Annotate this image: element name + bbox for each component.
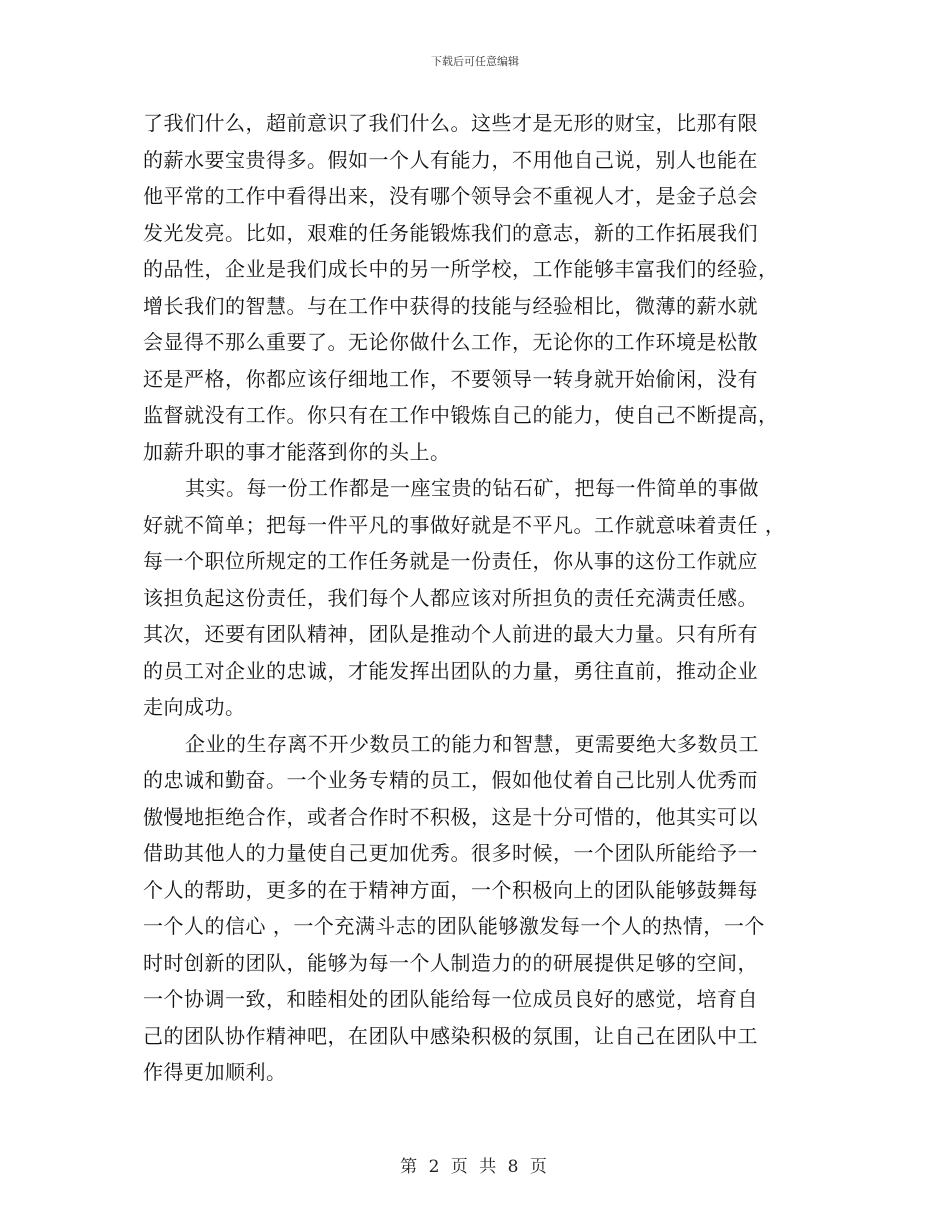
text-line: 了我们什么，超前意识了我们什么。这些才是无形的财宝，比那有限	[143, 111, 758, 135]
text-line: 时时创新的团队，能够为每一个人制造力的的研展提供足够的空间，	[143, 950, 758, 975]
text-line: 该担负起这份责任，我们每个人都应该对所担负的责任充满责任感。	[143, 585, 758, 610]
text-line: 的品性，企业是我们成长中的另一所学校，工作能够丰富我们的经验，	[143, 257, 779, 281]
text-line: 作得更加顺利。	[143, 1060, 287, 1084]
text-line: 傲慢地拒绝合作，或者合作时不积极，这是十分可惜的，他其实可以	[143, 804, 758, 829]
text-line: 发光发亮。比如，艰难的任务能锻炼我们的意志，新的工作拓展我们	[143, 220, 758, 245]
text-line: 增长我们的智慧。与在工作中获得的技能与经验相比，微薄的薪水就	[143, 293, 758, 318]
text-line: 其次，还要有团队精神，团队是推动个人前进的最大力量。只有所有	[143, 622, 758, 646]
text-line: 好就不简单；把每一件平凡的事做好就是不平凡。工作就意味着责任 ，	[143, 512, 786, 537]
text-line: 的忠诚和勤奋。一个业务专精的员工，假如他仗着自己比别人优秀而	[143, 768, 758, 792]
text-line: 的员工对企业的忠诚，才能发挥出团队的力量，勇往直前，推动企业	[143, 658, 758, 683]
text-line: 己的团队协作精神吧，在团队中感染积极的氛围，让自己在团队中工	[143, 1023, 758, 1048]
text-line: 一个协调一致，和睦相处的团队能给每一位成员良好的感觉，培育自	[143, 987, 758, 1011]
text-line: 走向成功。	[143, 695, 246, 719]
page-header: 下载后可任意编辑	[431, 55, 519, 68]
text-line: 个人的帮助，更多的在于精神方面，一个积极向上的团队能够鼓舞每	[143, 877, 758, 902]
text-line: 加薪升职的事才能落到你的头上。	[143, 439, 451, 464]
text-line: 借助其他人的力量使自己更加优秀。很多时候，一个团队所能给予一	[143, 841, 758, 865]
text-line: 会显得不那么重要了。无论你做什么工作，无论你的工作环境是松散	[143, 330, 758, 354]
text-line: 每一个职位所规定的工作任务就是一份责任，你从事的这份工作就应	[143, 549, 758, 573]
text-line: 还是严格，你都应该仔细地工作，不要领导一转身就开始偷闲，没有	[143, 366, 758, 391]
paragraph-first-line: 其实。每一份工作都是一座宝贵的钻石矿，把每一件简单的事做	[185, 476, 759, 500]
paragraph-first-line: 企业的生存离不开少数员工的能力和智慧，更需要绝大多数员工	[185, 731, 759, 756]
text-line: 的薪水要宝贵得多。假如一个人有能力，不用他自己说，别人也能在	[143, 147, 758, 172]
page-footer: 第 2 页 共 8 页	[400, 1157, 550, 1177]
text-line: 监督就没有工作。你只有在工作中锻炼自己的能力，使自己不断提高，	[143, 403, 779, 427]
document-body	[143, 105, 808, 1091]
text-line: 他平常的工作中看得出来，没有哪个领导会不重视人才，是金子总会	[143, 184, 758, 208]
text-line: 一个人的信心 ，一个充满斗志的团队能够激发每一个人的热情，一个	[143, 914, 765, 938]
